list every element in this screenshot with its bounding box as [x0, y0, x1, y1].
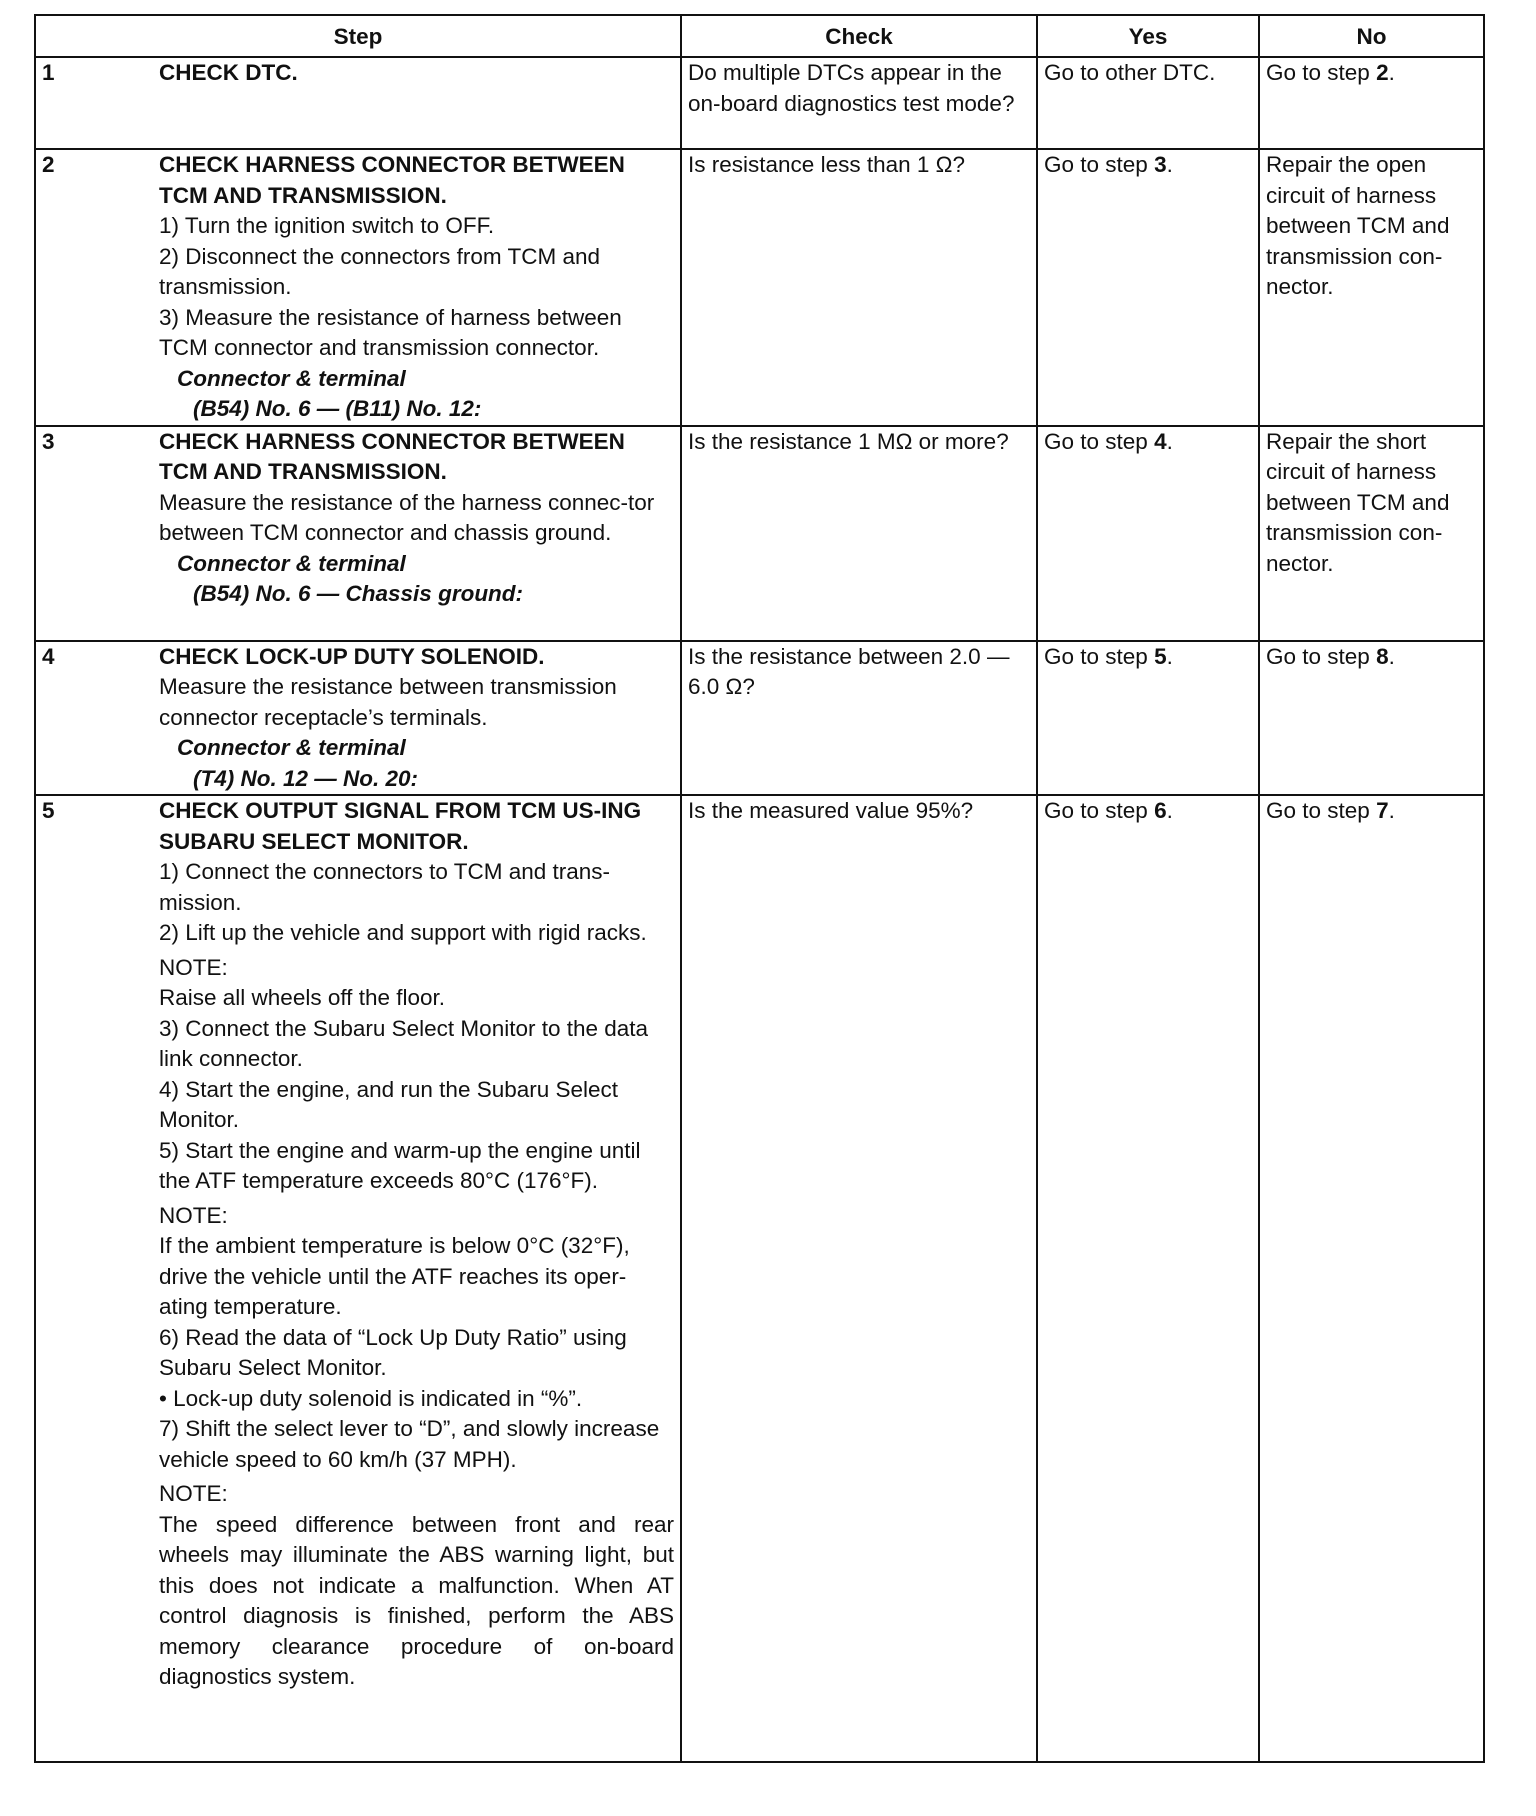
step-cell	[153, 795, 681, 1762]
connector-terminal-label: Connector & terminal	[177, 735, 406, 760]
step-cell	[153, 57, 681, 149]
step-cell	[153, 641, 681, 796]
step-instruction: 5) Start the engine and warm-up the engine until the ATF temperature exceeds 80°C (176°F).	[159, 1137, 641, 1193]
check-question: Is resistance less than 1 Ω?	[681, 149, 1037, 426]
step-instruction: If the ambient temperature is below 0°C (32°F), drive the vehicle until the ATF reaches its oper-ating temperature.	[159, 1233, 630, 1319]
table-row	[35, 426, 1484, 641]
no-action-suffix: .	[1388, 643, 1395, 669]
yes-action-text: Go to step	[1044, 798, 1155, 823]
no-action-text: Go to step	[1266, 60, 1377, 85]
step-number: 2	[35, 149, 153, 426]
yes-action	[1037, 149, 1259, 426]
step-title: CHECK HARNESS CONNECTOR BETWEEN TCM AND TRANSMISSION.	[159, 152, 625, 208]
check-question: Is the resistance 1 MΩ or more?	[681, 426, 1037, 641]
terminal-spec: (B54) No. 6 — (B11) No. 12:	[193, 396, 482, 421]
yes-step-reference: 6	[1154, 798, 1167, 823]
step-instruction: 1) Connect the connectors to TCM and trans-mission.	[159, 859, 611, 915]
diagnostic-procedure-table	[34, 14, 1485, 1763]
yes-action-suffix: .	[1166, 798, 1173, 823]
step-title: CHECK HARNESS CONNECTOR BETWEEN TCM AND TRANSMISSION.	[159, 428, 625, 484]
yes-action	[1037, 795, 1259, 1762]
no-step-reference: 8	[1376, 643, 1389, 669]
step-number: 3	[35, 426, 153, 641]
terminal-spec: (T4) No. 12 — No. 20:	[193, 765, 419, 791]
step-instruction: 3) Connect the Subaru Select Monitor to the data link connector.	[159, 1015, 649, 1071]
yes-action-suffix: .	[1166, 428, 1173, 454]
step-cell	[153, 426, 681, 641]
yes-action-suffix: .	[1166, 643, 1173, 669]
step-instruction: 6) Read the data of “Lock Up Duty Ratio” using Subaru Select Monitor.	[159, 1324, 627, 1380]
yes-action	[1037, 57, 1259, 149]
no-action	[1259, 57, 1484, 149]
step-title: CHECK DTC.	[159, 60, 298, 85]
no-action-text: Repair the open circuit of harness between TCM and transmission con-nector.	[1266, 152, 1450, 299]
check-question: Do multiple DTCs appear in the on-board diagnostics test mode?	[681, 57, 1037, 149]
table-row	[35, 57, 1484, 149]
note-label: NOTE:	[159, 1202, 228, 1228]
step-instruction: Measure the resistance of the harness connec-tor between TCM connector and chassis ground.	[159, 489, 655, 545]
no-action-suffix: .	[1388, 798, 1395, 823]
note-label: NOTE:	[159, 1481, 228, 1506]
no-action-text: Repair the short circuit of harness between TCM and transmission con-nector.	[1266, 428, 1450, 576]
no-action	[1259, 795, 1484, 1762]
step-number: 5	[35, 795, 153, 1762]
no-action-text: Go to step	[1266, 643, 1377, 669]
yes-action	[1037, 426, 1259, 641]
header-no: No	[1259, 15, 1484, 57]
no-action	[1259, 641, 1484, 796]
yes-action-suffix: .	[1166, 152, 1173, 177]
check-question: Is the resistance between 2.0 — 6.0 Ω?	[681, 641, 1037, 796]
no-action	[1259, 149, 1484, 426]
step-instruction: 2) Disconnect the connectors from TCM and transmission.	[159, 243, 601, 299]
step-title: CHECK OUTPUT SIGNAL FROM TCM US-ING SUBARU SELECT MONITOR.	[159, 798, 642, 854]
connector-terminal-label: Connector & terminal	[177, 365, 406, 391]
yes-step-reference: 3	[1154, 152, 1167, 177]
table-header-row	[35, 15, 1484, 57]
step-instruction: Raise all wheels off the floor.	[159, 985, 445, 1010]
no-step-reference: 7	[1376, 798, 1389, 823]
no-action-suffix: .	[1388, 60, 1395, 85]
no-step-reference: 2	[1376, 60, 1389, 85]
header-yes: Yes	[1037, 15, 1259, 57]
no-action	[1259, 426, 1484, 641]
connector-terminal-label: Connector & terminal	[177, 550, 406, 576]
header-step: Step	[35, 15, 681, 57]
table-row	[35, 149, 1484, 426]
yes-action-text: Go to step	[1044, 152, 1155, 177]
step-instruction: The speed difference between front and rear wheels may illuminate the ABS warning light, but this does not indicate a malfunction. When AT control diagnosis is finished, perform the ABS memory clearance procedure of on-board diagnostics system.	[159, 1511, 675, 1689]
yes-action-text: Go to step	[1044, 643, 1155, 669]
step-instruction: • Lock-up duty solenoid is indicated in “%”.	[159, 1385, 583, 1411]
check-question: Is the measured value 95%?	[681, 795, 1037, 1762]
yes-action	[1037, 641, 1259, 796]
step-number: 1	[35, 57, 153, 149]
header-check: Check	[681, 15, 1037, 57]
step-cell	[153, 149, 681, 426]
no-action-text: Go to step	[1266, 798, 1377, 823]
yes-action-text: Go to other DTC.	[1044, 60, 1216, 85]
note-label: NOTE:	[159, 954, 228, 980]
step-instruction: 4) Start the engine, and run the Subaru Select Monitor.	[159, 1076, 619, 1132]
step-instruction: 1) Turn the ignition switch to OFF.	[159, 213, 495, 238]
step-instruction: 3) Measure the resistance of harness between TCM connector and transmission connector.	[159, 304, 622, 360]
table-body	[35, 57, 1484, 1762]
table-row	[35, 641, 1484, 796]
table-row	[35, 795, 1484, 1762]
yes-action-text: Go to step	[1044, 428, 1155, 454]
yes-step-reference: 4	[1154, 428, 1167, 454]
step-number: 4	[35, 641, 153, 796]
step-instruction: Measure the resistance between transmission connector receptacle’s terminals.	[159, 674, 617, 730]
terminal-spec: (B54) No. 6 — Chassis ground:	[193, 581, 524, 606]
step-instruction: 7) Shift the select lever to “D”, and slowly increase vehicle speed to 60 km/h (37 MPH).	[159, 1416, 660, 1472]
step-title: CHECK LOCK-UP DUTY SOLENOID.	[159, 643, 545, 669]
step-instruction: 2) Lift up the vehicle and support with rigid racks.	[159, 920, 647, 945]
yes-step-reference: 5	[1154, 643, 1167, 669]
